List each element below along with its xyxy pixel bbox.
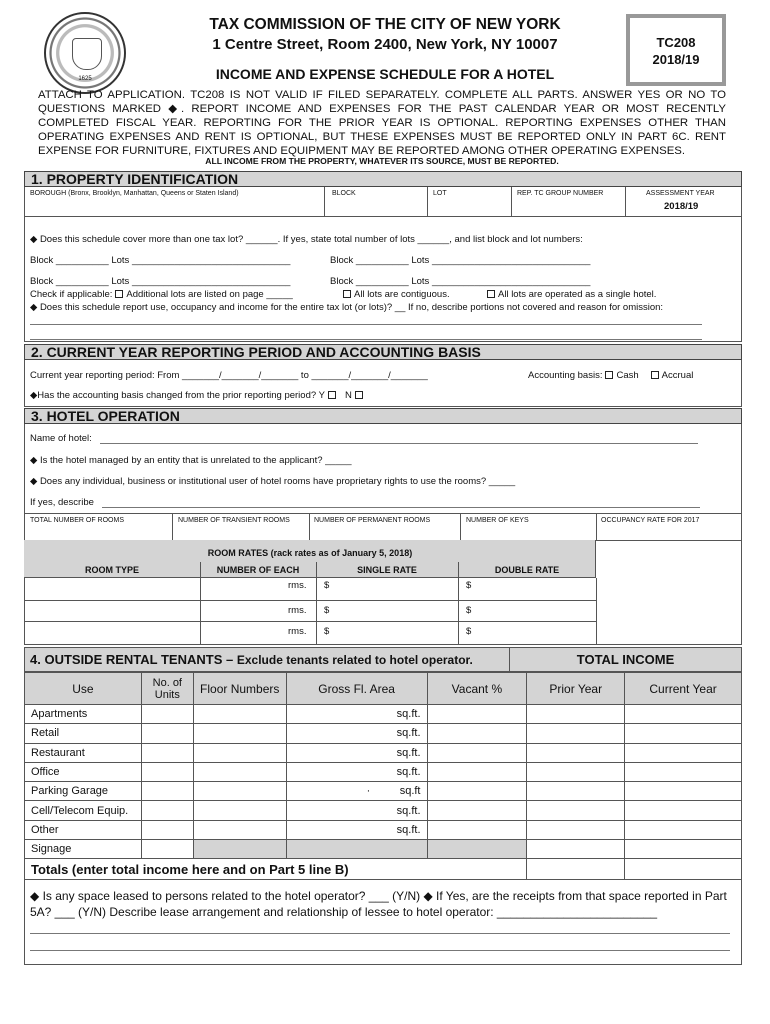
area-cell[interactable]: sq.ft.	[286, 743, 427, 762]
omission-line-1[interactable]	[30, 324, 702, 325]
use-cell: Parking Garage	[25, 782, 142, 801]
use-cell: Cell/Telecom Equip.	[25, 801, 142, 820]
area-cell[interactable]: sq.ft.	[286, 724, 427, 743]
keys-label: NUMBER OF KEYS	[466, 517, 529, 524]
instructions: ATTACH TO APPLICATION. TC208 IS NOT VALID IF FILED SEPARATELY. COMPLETE ALL PARTS. ANSWER YES OR NO TO QUESTIONS MARKED ◆. REPORT INCOME AND EXPENSES FOR THE PAST CALENDAR YEAR OR MOST RECENTLY COMPLETED FISCAL YEAR. REPORTING FOR THE PRIOR YEAR IS OPTIONAL. REPORTING EXPENSES OTHER THAN OPERATING EXPENSES AND RENT IS OPTIONAL, BUT THESE EXPENSES MUST BE REPORTED ONLY IN PART 6C. RENT EXPENSE FOR FURNITURE, FIXTURES AND EQUIPMENT MAY BE REPORTED AMONG OTHER OPERATING EXPENSES.	[38, 89, 726, 157]
cash-checkbox[interactable]	[605, 371, 613, 379]
table-row	[25, 724, 742, 743]
basis-changed-no-checkbox[interactable]	[355, 391, 363, 399]
lot-label: LOT	[433, 190, 447, 197]
describe-label: If yes, describe	[30, 497, 94, 508]
check-label: Check if applicable:	[30, 289, 113, 300]
area-cell[interactable]: sq.ft.	[286, 762, 427, 781]
income-note: ALL INCOME FROM THE PROPERTY, WHATEVER ITS SOURCE, MUST BE REPORTED.	[205, 156, 559, 166]
vacant-header: Vacant %	[427, 673, 527, 705]
basis-changed-yes-checkbox[interactable]	[328, 391, 336, 399]
section4-subtitle: Exclude tenants related to hotel operator.	[236, 653, 473, 667]
form-title: INCOME AND EXPENSE SCHEDULE FOR A HOTEL	[215, 66, 555, 82]
omission-line-2[interactable]	[30, 339, 702, 340]
permanent-rooms-label: NUMBER OF PERMANENT ROOMS	[314, 517, 431, 524]
accrual-checkbox[interactable]	[651, 371, 659, 379]
form-code: TC208	[656, 35, 696, 50]
section4-title: 4. OUTSIDE RENTAL TENANTS –	[30, 652, 234, 667]
section1-header: 1. PROPERTY IDENTIFICATION	[24, 171, 742, 187]
double-rate-header: DOUBLE RATE	[494, 565, 560, 575]
prior-total-cell[interactable]	[527, 859, 625, 880]
hotel-name-line[interactable]	[100, 443, 698, 444]
table-row	[25, 820, 742, 839]
lease-line-2[interactable]	[30, 950, 730, 951]
accounting-basis-label: Accounting basis:	[528, 370, 603, 381]
describe-line[interactable]	[102, 507, 700, 508]
agency-title: TAX COMMISSION OF THE CITY OF NEW YORK	[209, 16, 561, 33]
rms-label: rms.	[288, 605, 307, 616]
rms-label: rms.	[288, 626, 307, 637]
rms-label: rms.	[288, 580, 307, 591]
hotel-name-label: Name of hotel:	[30, 433, 92, 444]
stray-mark: ·	[366, 785, 371, 798]
assessment-year-label: ASSESSMENT YEAR	[646, 190, 715, 197]
gross-area-header: Gross Fl. Area	[286, 673, 427, 705]
occupancy-rate-label: OCCUPANCY RATE FOR 2017	[601, 517, 700, 524]
block-lots-3[interactable]: Block __________ Lots ______________________________	[30, 276, 291, 287]
block-label: BLOCK	[332, 190, 356, 197]
table-row	[25, 782, 742, 801]
transient-rooms-label: NUMBER OF TRANSIENT ROOMS	[178, 517, 290, 524]
totals-row	[25, 859, 742, 880]
use-cell: Other	[25, 820, 142, 839]
managed-question[interactable]: ◆ Is the hotel managed by an entity that is unrelated to the applicant? _____	[30, 455, 352, 466]
table-row	[25, 743, 742, 762]
single-rate-dollar[interactable]: $	[324, 626, 330, 637]
room-rates-title: ROOM RATES (rack rates as of January 5, 2018)	[207, 548, 413, 558]
form-year: 2018/19	[652, 52, 700, 67]
section2-header: 2. CURRENT YEAR REPORTING PERIOD AND ACCOUNTING BASIS	[24, 344, 742, 360]
current-total-cell[interactable]	[625, 859, 742, 880]
room-type-header: ROOM TYPE	[84, 565, 139, 575]
no-label: N	[344, 390, 352, 401]
total-rooms-label: TOTAL NUMBER OF ROOMS	[30, 517, 124, 524]
single-hotel-checkbox[interactable]	[487, 290, 495, 298]
units-header: No. of Units	[141, 673, 193, 705]
double-rate-dollar[interactable]: $	[466, 626, 472, 637]
single-rate-dollar[interactable]: $	[324, 605, 330, 616]
rep-group-label: REP. TC GROUP NUMBER	[517, 190, 604, 197]
table-row	[25, 762, 742, 781]
prior-year-header: Prior Year	[527, 673, 625, 705]
total-income-header: TOTAL INCOME	[576, 652, 675, 667]
use-cell: Office	[25, 762, 142, 781]
single-rate-dollar[interactable]: $	[324, 580, 330, 591]
lease-line-1[interactable]	[30, 933, 730, 934]
use-cell: Restaurant	[25, 743, 142, 762]
table-row	[25, 840, 742, 859]
double-rate-dollar[interactable]: $	[466, 605, 472, 616]
totals-label: Totals (enter total income here and on Part 5 line B)	[25, 859, 527, 880]
nyc-seal-logo: 1625	[44, 12, 126, 94]
borough-label: BOROUGH (Bronx, Brooklyn, Manhattan, Queens or Staten Island)	[30, 190, 239, 197]
additional-lots-label: Additional lots are listed on page _____	[126, 289, 293, 300]
accrual-label: Accrual	[661, 370, 694, 381]
number-each-header: NUMBER OF EACH	[216, 565, 300, 575]
use-cell: Apartments	[25, 705, 142, 724]
single-hotel-label: All lots are operated as a single hotel.	[498, 289, 657, 300]
related-lease-question[interactable]: ◆ Is any space leased to persons related to the hotel operator? ___ (Y/N) ◆ If Yes, are the receipts from that space reported in Part 5A? ___ (Y/N) Describe lease arrangement and relationship of lessee to hotel operator: ________________________	[30, 889, 727, 919]
area-cell[interactable]: sq.ft.	[286, 820, 427, 839]
rental-table	[24, 672, 742, 880]
contiguous-label: All lots are contiguous.	[354, 289, 450, 300]
entire-lot-question[interactable]: ◆ Does this schedule report use, occupancy and income for the entire tax lot (or lots)? __ If no, describe portions not covered and reason for omission:	[30, 302, 664, 313]
basis-changed-question: ◆Has the accounting basis changed from the prior reporting period? Y	[30, 390, 325, 401]
area-cell[interactable]: sq.ft	[399, 785, 421, 798]
block-lots-2[interactable]: Block __________ Lots ______________________________	[330, 255, 591, 266]
area-cell[interactable]: sq.ft.	[286, 705, 427, 724]
multi-lot-question[interactable]: ◆ Does this schedule cover more than one tax lot? ______. If yes, state total number of lots ______, and list block and lot numbers:	[30, 234, 583, 245]
proprietary-question[interactable]: ◆ Does any individual, business or institutional user of hotel rooms have proprietary rights to use the rooms? _____	[30, 476, 516, 487]
single-rate-header: SINGLE RATE	[357, 565, 417, 575]
additional-lots-checkbox[interactable]	[115, 290, 123, 298]
form-code-box	[626, 14, 726, 86]
area-cell[interactable]: sq.ft.	[286, 801, 427, 820]
reporting-period[interactable]: Current year reporting period: From _______/_______/_______ to _______/_______/_______	[30, 370, 428, 381]
double-rate-dollar[interactable]: $	[466, 580, 472, 591]
assessment-year-value: 2018/19	[664, 201, 699, 212]
contiguous-checkbox[interactable]	[343, 290, 351, 298]
use-cell: Signage	[25, 840, 142, 859]
block-lots-4[interactable]: Block __________ Lots ______________________________	[330, 276, 591, 287]
table-row	[25, 705, 742, 724]
block-lots-1[interactable]: Block __________ Lots ______________________________	[30, 255, 291, 266]
section3-header: 3. HOTEL OPERATION	[24, 408, 742, 424]
cash-label: Cash	[616, 370, 639, 381]
table-row	[25, 801, 742, 820]
floor-header: Floor Numbers	[193, 673, 286, 705]
use-header: Use	[25, 673, 142, 705]
agency-address: 1 Centre Street, Room 2400, New York, NY 10007	[212, 36, 558, 53]
use-cell: Retail	[25, 724, 142, 743]
current-year-header: Current Year	[625, 673, 742, 705]
